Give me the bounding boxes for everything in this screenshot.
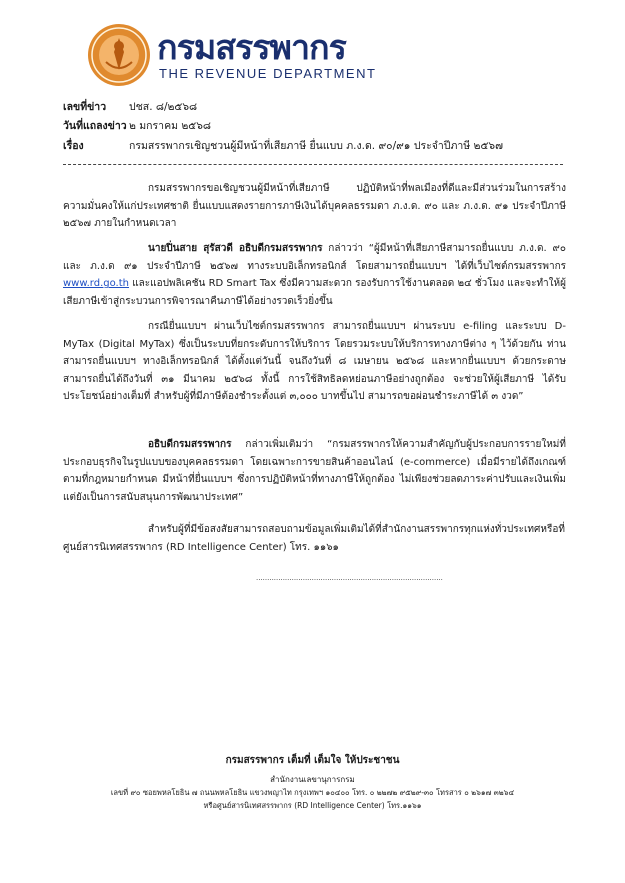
subject-value: กรมสรรพากรเชิญชวนผู้มีหน้าที่เสียภาษี ยื่นแบบ ภ.ง.ด. ๙๐/๙๑ ประจำปีภาษี ๒๕๖๗ (129, 140, 503, 152)
paragraph-contact: สำหรับผู้ที่มีข้อสงสัยสามารถสอบถามข้อมูลเพิ่มเติมได้ที่สำนักงานสรรพากรทุกแห่งทั่วประเทศหรือที่ศูนย์สารนิเทศสรรพากร (RD Intelligence Center) โทร. ๑๑๖๑ (63, 524, 565, 553)
footer-rd-intelligence-center: หรือศูนย์สารนิเทศสรรพากร (RD Intelligence Center) โทร.๑๑๖๑ (203, 801, 422, 810)
news-number-value: ปชส. ๘/๒๕๖๘ (129, 101, 198, 113)
news-number-row (63, 100, 197, 114)
rd-website-link[interactable]: www.rd.go.th (63, 278, 129, 290)
paragraph-director-statement (63, 240, 566, 310)
ecommerce-text: กล่าวเพิ่มเติมว่า “กรมสรรพากรให้ความสำคัญกับผู้ประกอบการรายใหม่ที่ประกอบธุรกิจในรูปแบบของบุคคลธรรมดา โดยเฉพาะการขายสินค้าออนไลน์ (e-commerce) เมื่อมีรายได้ถึงเกณฑ์ตามที่กฎหมายกำหนด มีหน้าที่ยื่นแบบฯ ซึ่งการปฏิบัติหน้าที่ทางภาษีให้ถูกต้อง ไม่เพียงช่วยลดภาระค่าปรับและเงินเพิ่ม แต่ยังเป็นการสนับสนุนการพัฒนาประเทศ” (63, 439, 566, 503)
paragraph-efiling: กรณียื่นแบบฯ ผ่านเว็บไซต์กรมสรรพากร สามารถยื่นแบบฯ ผ่านระบบ e-filing และระบบ D-MyTax (Digital MyTax) ซึ่งเป็นระบบที่ยกระดับการให้บริการ โดยรวมระบบให้บริการทางภาษีต่าง ๆ ไว้ด้วยกัน ท่านสามารถยื่นแบบฯ ทางอิเล็กทรอนิกส์ ได้ตั้งแต่วันนี้ จนถึงวันที่ ๘ เมษายน ๒๕๖๘ และหากยื่นแบบฯ ด้วยกระดาษ สามารถยื่นได้ถึงวันที่ ๓๑ มีนาคม ๒๕๖๘ ทั้งนี้ การใช้สิทธิลดหย่อนภาษีอย่างถูกต้อง จะช่วยให้ผู้เสียภาษี ได้รับประโยชน์อย่างเต็มที่ สำหรับผู้ที่มีภาษีต้องชำระตั้งแต่ ๓,๐๐๐ บาทขึ้นไป สามารถขอผ่อนชำระภาษีได้ ๓ งวด” (63, 321, 566, 403)
director-title: อธิบดีกรมสรรพากร (148, 439, 232, 450)
statement-text-b: และแอปพลิเคชัน RD Smart Tax ซึ่งมีความสะดวก รองรับการใช้งานตลอด ๒๔ ชั่วโมง และจะทำให้ผู้เสียภาษีเข้าสู่กระบวนการพิจารณาคืนภาษีได้อย่างรวดเร็วยิ่งขึ้น (63, 278, 566, 307)
director-name: นายปิ่นสาย สุรัสวดี อธิบดีกรมสรรพากร (148, 243, 323, 254)
press-date-value: ๒ มกราคม ๒๕๖๘ (129, 120, 211, 132)
footer-slogan: กรมสรรพากร เต็มที่ เต็มใจ ให้ประชาชน (225, 755, 400, 766)
footer-office: สำนักงานเลขานุการกรม (270, 775, 355, 784)
subject-label: เรื่อง (63, 140, 84, 152)
press-date-row (63, 119, 211, 133)
footer-address: เลขที่ ๙๐ ซอยพหลโยธิน ๗ ถนนพหลโยธิน แขวงพญาไท กรุงเทพฯ ๑๐๔๐๐ โทร. ๐ ๒๒๗๒ ๙๕๒๙-๓๐ โทรสาร ๐ ๒๖๑๗ ๓๒๖๔ (110, 788, 515, 797)
logo-thai-text: กรมสรรพากร (157, 28, 346, 68)
header-divider (63, 164, 563, 165)
revenue-department-seal-icon (86, 22, 152, 88)
logo-english-text: THE REVENUE DEPARTMENT (159, 66, 377, 81)
paragraph-intro: กรมสรรพากรขอเชิญชวนผู้มีหน้าที่เสียภาษี ปฏิบัติหน้าที่พลเมืองที่ดีและมีส่วนร่วมในการสร้างความมั่นคงให้แก่ประเทศชาติ ยื่นแบบแสดงรายการภาษีเงินได้บุคคลธรรมดา ภ.ง.ด. ๙๐ และ ภ.ง.ด. ๙๑ ประจำปีภาษี ๒๕๖๗ ภายในกำหนดเวลา (63, 183, 566, 230)
news-number-label: เลขที่ข่าว (63, 101, 107, 113)
paragraph-ecommerce (63, 436, 566, 506)
end-of-news-mark: .................................................................................... (256, 574, 443, 582)
press-date-label: วันที่แถลงข่าว (63, 120, 127, 132)
statement-text-a: กล่าวว่า “ผู้มีหน้าที่เสียภาษีสามารถยื่นแบบ ภ.ง.ด. ๙๐ และ ภ.ง.ด ๙๑ ประจำปีภาษี ๒๕๖๗ ทางระบบอิเล็กทรอนิกส์ โดยสามารถยื่นแบบฯ ได้ที่เว็บไซต์กรมสรรพากร (63, 243, 566, 272)
subject-row (63, 139, 503, 153)
